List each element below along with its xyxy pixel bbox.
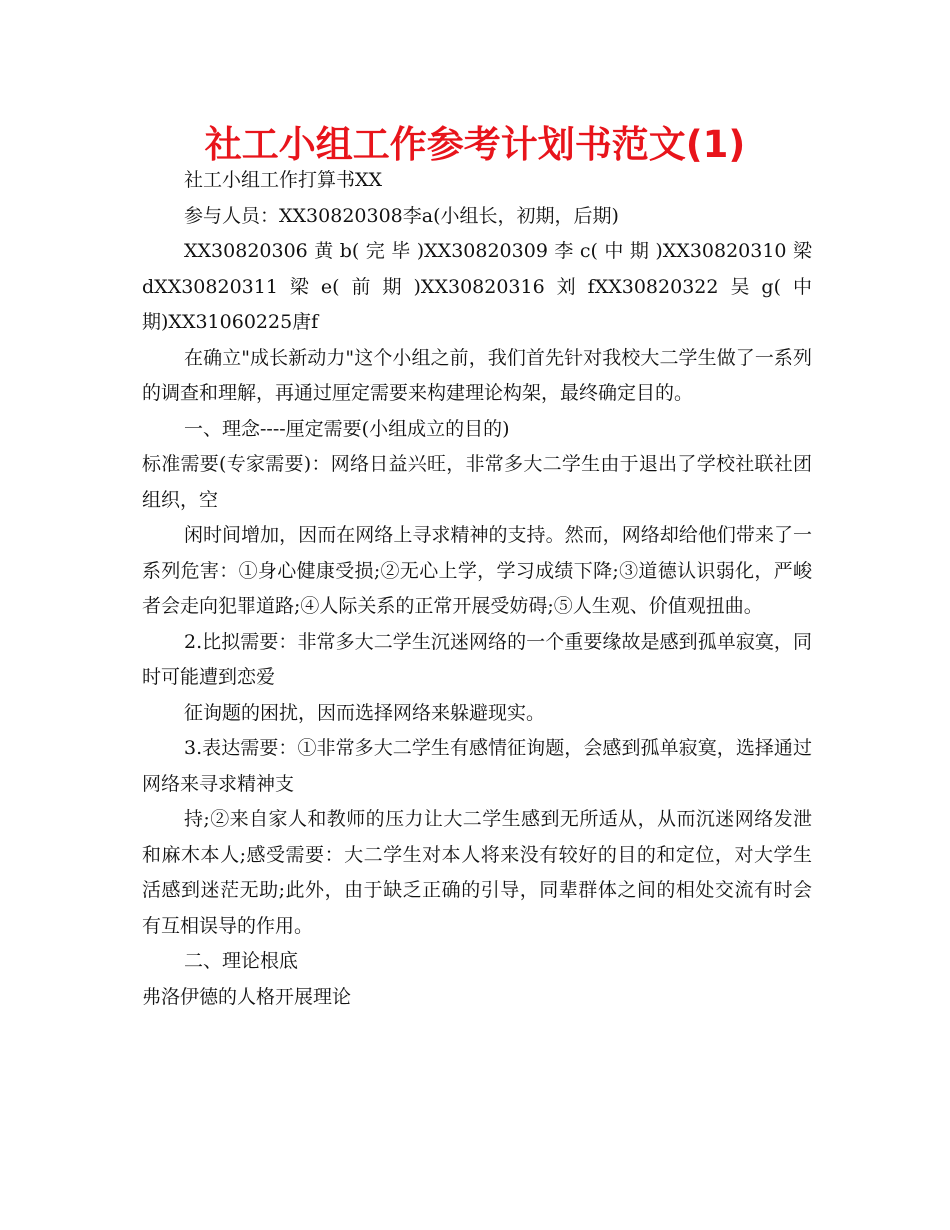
paragraph-comparative-need-cont: 征询题的困扰，因而选择网络来躲避现实。 xyxy=(184,701,546,724)
paragraph-plan-heading: 社工小组工作打算书XX xyxy=(184,169,383,191)
paragraph-standard-need: 标准需要(专家需要)：网络日益兴旺，非常多大二学生由于退出了学校社联社团组织，空 xyxy=(142,453,812,511)
document-title: 社工小组工作参考计划书范文(1) xyxy=(204,123,746,166)
paragraph-expressed-need-cont: 持;②来自家人和教师的压力让大二学生感到无所适从，从而沉迷网络发泄和麻木本人;感受需要：大二学生对本人将来没有较好的目的和定位，对大学生活感到迷茫无助;此外，由于缺乏正确的引导，同辈群体之间的相处交流有时会有互相误导的作用。 xyxy=(142,808,812,937)
paragraph-intro: 在确立"成长新动力"这个小组之前，我们首先针对我校大二学生做了一系列的调查和理解，再通过厘定需要来构建理论构架，最终确定目的。 xyxy=(142,346,812,404)
document-body xyxy=(142,163,812,1015)
paragraph-harms: 闲时间增加，因而在网络上寻求精神的支持。然而，网络却给他们带来了一系列危害：①身心健康受损;②无心上学，学习成绩下降;③道德认识弱化，严峻者会走向犯罪道路;④人际关系的正常开展受妨碍;⑤人生观、价值观扭曲。 xyxy=(142,524,812,617)
paragraph-member-list: XX30820306黄b(完毕)XX30820309李c(中期)XX30820310梁dXX30820311梁e(前期)XX30820316刘fXX30820322吴g(中期)XX31060225唐f xyxy=(142,240,812,333)
section-heading-concept: 一、理念----厘定需要(小组成立的目的) xyxy=(184,417,510,440)
paragraph-participants: 参与人员：XX30820308李a(小组长，初期，后期) xyxy=(184,204,619,227)
paragraph-freud-theory: 弗洛伊德的人格开展理论 xyxy=(142,985,352,1008)
paragraph-expressed-need: 3.表达需要：①非常多大二学生有感情征询题，会感到孤单寂寞，选择通过网络来寻求精神支 xyxy=(142,737,812,795)
paragraph-comparative-need: 2.比拟需要：非常多大二学生沉迷网络的一个重要缘故是感到孤单寂寞，同时可能遭到恋爱 xyxy=(142,630,812,688)
section-heading-theory: 二、理论根底 xyxy=(184,950,299,972)
